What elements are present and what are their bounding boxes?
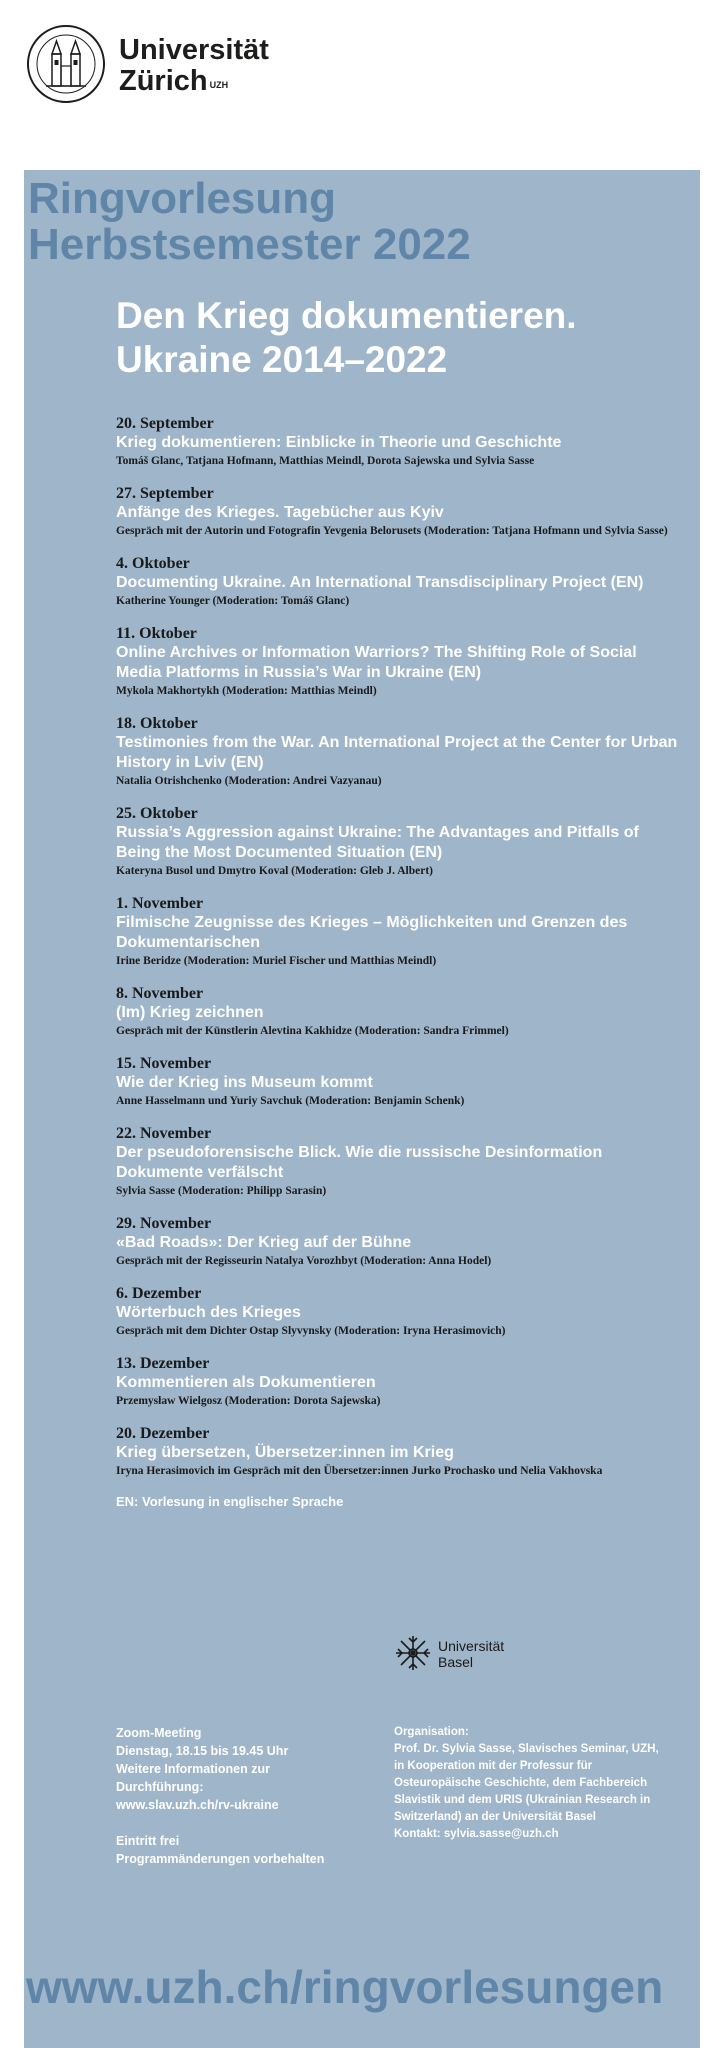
event-list <box>116 414 686 1509</box>
event-item <box>116 804 686 879</box>
event-speakers: Iryna Herasimovich im Gespräch mit den Übersetzer:innen Jurko Prochasko und Nelia Vakhovska <box>116 1465 603 1477</box>
event-speakers: Gespräch mit der Künstlerin Alevtina Kakhidze (Moderation: Sandra Frimmel) <box>116 1025 509 1037</box>
uzh-logo <box>26 24 326 108</box>
event-item <box>116 714 686 789</box>
org-line3: Osteuropäische Geschichte, dem Fachbereich <box>394 1777 648 1789</box>
event-item <box>116 554 686 609</box>
series-title-line2: Herbstsemester 2022 <box>28 220 471 269</box>
unibas-name <box>438 1638 504 1670</box>
event-item <box>116 1284 686 1339</box>
org-contact[interactable]: Kontakt: sylvia.sasse@uzh.ch <box>394 1828 559 1840</box>
event-speakers: Kateryna Busol und Dmytro Koval (Moderation: Gleb J. Albert) <box>116 865 433 877</box>
event-title: Filmische Zeugnisse des Krieges – Möglichkeiten und Grenzen des Dokumentarischen <box>116 914 628 951</box>
org-line1: Prof. Dr. Sylvia Sasse, Slavisches Seminar, UZH, <box>394 1743 659 1755</box>
org-line5: Switzerland) an der Universität Basel <box>394 1811 596 1823</box>
zoom-line4: Durchführung: <box>116 1780 204 1794</box>
lecture-poster <box>24 170 700 2048</box>
university-name: Universität <box>119 34 269 66</box>
zoom-line3: Weitere Informationen zur <box>116 1762 270 1776</box>
event-item <box>116 1424 686 1479</box>
event-speakers: Mykola Makhortykh (Moderation: Matthias Meindl) <box>116 685 377 697</box>
event-item <box>116 1354 686 1409</box>
unibas-snowflake-icon <box>394 1634 432 1672</box>
event-speakers: Sylvia Sasse (Moderation: Philipp Sarasin) <box>116 1185 327 1197</box>
event-speakers: Katherine Younger (Moderation: Tomáš Glanc) <box>116 595 350 607</box>
event-speakers: Anne Hasselmann und Yuriy Savchuk (Moderation: Benjamin Schenk) <box>116 1095 465 1107</box>
event-item <box>116 484 686 539</box>
event-date: 15. November <box>116 1055 212 1072</box>
event-date: 29. November <box>116 1215 212 1232</box>
unibas-line1: Universität <box>438 1638 505 1654</box>
event-item <box>116 894 686 969</box>
org-line4: Slavistik und dem URIS (Ukrainian Research in <box>394 1794 651 1806</box>
event-date: 18. Oktober <box>116 715 198 732</box>
event-date: 1. November <box>116 895 204 912</box>
university-city: Zürich <box>119 65 208 97</box>
series-title-line1: Ringvorlesung <box>28 174 337 223</box>
uzh-seal-icon <box>26 24 106 104</box>
event-date: 25. Oktober <box>116 805 198 822</box>
event-item <box>116 1124 686 1199</box>
org-heading: Organisation: <box>394 1726 469 1738</box>
main-title <box>116 294 577 382</box>
event-speakers: Irine Beridze (Moderation: Muriel Fischer und Matthias Meindl) <box>116 955 437 967</box>
org-line2: in Kooperation mit der Professur für <box>394 1760 593 1772</box>
event-title: «Bad Roads»: Der Krieg auf der Bühne <box>116 1234 412 1251</box>
event-date: 20. September <box>116 415 214 432</box>
zoom-line7: Programmänderungen vorbehalten <box>116 1852 325 1866</box>
language-note: EN: Vorlesung in englischer Sprache <box>116 1494 344 1509</box>
event-title: (Im) Krieg zeichnen <box>116 1004 264 1021</box>
main-title-line1: Den Krieg dokumentieren. <box>116 295 577 336</box>
event-speakers: Tomáš Glanc, Tatjana Hofmann, Matthias Meindl, Dorota Sajewska und Sylvia Sasse <box>116 455 535 467</box>
event-title: Online Archives or Information Warriors? The Shifting Role of Social Media Platforms in Russia’s War in Ukraine (EN) <box>116 644 637 681</box>
event-date: 22. November <box>116 1125 212 1142</box>
event-speakers: Natalia Otrishchenko (Moderation: Andrei Vazyanau) <box>116 775 382 787</box>
event-item <box>116 624 686 699</box>
event-speakers: Gespräch mit der Regisseurin Natalya Vorozhbyt (Moderation: Anna Hodel) <box>116 1255 492 1267</box>
event-item <box>116 984 686 1039</box>
unibas-logo <box>394 1632 554 1676</box>
event-date: 4. Oktober <box>116 555 190 572</box>
event-title: Russia’s Aggression against Ukraine: The Advantages and Pitfalls of Being the Most Documented Situation (EN) <box>116 824 639 861</box>
event-date: 8. November <box>116 985 204 1002</box>
event-title: Documenting Ukraine. An International Transdisciplinary Project (EN) <box>116 574 644 591</box>
zoom-line1: Zoom-Meeting <box>116 1726 202 1740</box>
university-abbr: UZH <box>209 80 229 90</box>
event-title: Testimonies from the War. An International Project at the Center for Urban History in Lviv (EN) <box>116 734 678 771</box>
series-title <box>28 176 471 268</box>
university-city-line <box>119 66 228 96</box>
unibas-line2: Basel <box>438 1654 474 1670</box>
event-title: Krieg übersetzen, Übersetzer:innen im Krieg <box>116 1444 454 1461</box>
event-speakers: Gespräch mit der Autorin und Fotografin Yevgenia Belorusets (Moderation: Tatjana Hofmann und Sylvia Sasse) <box>116 525 668 537</box>
event-title: Anfänge des Krieges. Tagebücher aus Kyiv <box>116 504 444 521</box>
event-speakers: Przemysław Wielgosz (Moderation: Dorota Sajewska) <box>116 1395 381 1407</box>
event-date: 27. September <box>116 485 214 502</box>
event-item <box>116 414 686 469</box>
zoom-link[interactable]: www.slav.uzh.ch/rv-ukraine <box>116 1798 279 1812</box>
event-date: 6. Dezember <box>116 1285 202 1302</box>
event-item <box>116 1054 686 1109</box>
main-title-line2: Ukraine 2014–2022 <box>116 339 448 380</box>
event-title: Kommentieren als Dokumentieren <box>116 1374 376 1391</box>
event-date: 11. Oktober <box>116 625 197 642</box>
event-title: Der pseudoforensische Blick. Wie die russische Desinformation Dokumente verfälscht <box>116 1144 603 1181</box>
zoom-spacer <box>116 1814 366 1832</box>
event-item <box>116 1214 686 1269</box>
event-title: Krieg dokumentieren: Einblicke in Theorie und Geschichte <box>116 434 562 451</box>
event-date: 20. Dezember <box>116 1425 210 1442</box>
zoom-info <box>116 1724 366 1868</box>
event-date: 13. Dezember <box>116 1355 210 1372</box>
event-title: Wörterbuch des Krieges <box>116 1304 301 1321</box>
event-title: Wie der Krieg ins Museum kommt <box>116 1074 373 1091</box>
organisation-info <box>394 1724 684 1843</box>
zoom-line6: Eintritt frei <box>116 1834 180 1848</box>
zoom-line2: Dienstag, 18.15 bis 19.45 Uhr <box>116 1744 289 1758</box>
website-url[interactable]: www.uzh.ch/ringvorlesungen <box>26 1961 664 2013</box>
event-speakers: Gespräch mit dem Dichter Ostap Slyvynsky (Moderation: Iryna Herasimovich) <box>116 1325 506 1337</box>
